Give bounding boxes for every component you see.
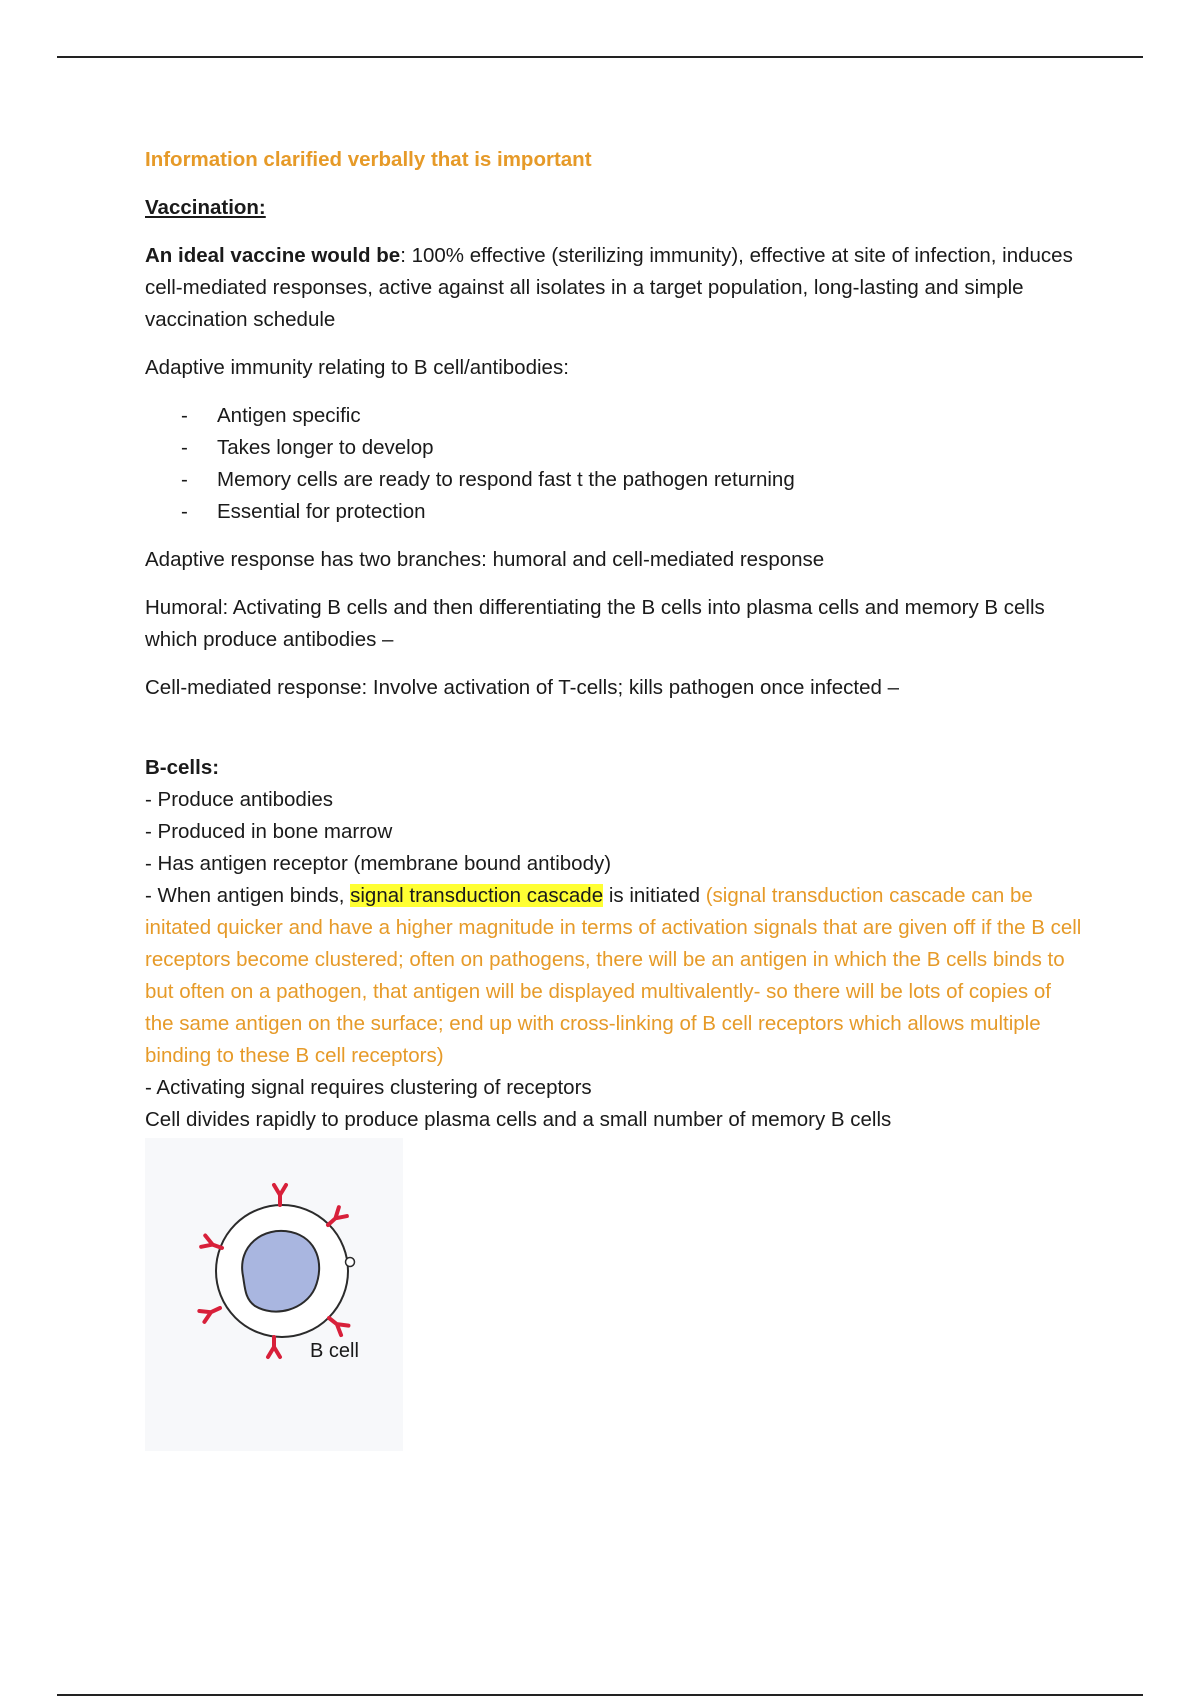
line-suffix: is initiated [603, 884, 706, 907]
receptor-icon [274, 1185, 286, 1205]
ideal-vaccine-label: An ideal vaccine would be [145, 244, 401, 267]
list-item: - Takes longer to develop [181, 432, 1085, 464]
receptor-icon [325, 1313, 348, 1335]
spacer [145, 720, 1085, 752]
b-cell-figure [145, 1138, 403, 1451]
cell-mediated-paragraph: Cell-mediated response: Involve activation of T-cells; kills pathogen once infected – [145, 676, 899, 699]
branches-paragraph: Adaptive response has two branches: humoral and cell-mediated response [145, 548, 825, 571]
list-item: - Memory cells are ready to respond fast t the pathogen returning [181, 464, 1085, 496]
cascade-note: (signal transduction cascade can be initated quicker and have a higher magnitude in terms of activation signals that are given off if the B cell receptors become clustered; often on pathogens, there will be an antigen in which the B cells binds to but often on a pathogen, that antigen will be displayed multivalently- so there will be lots of copies of the same antigen on the surface; end up with cross-linking of B cell receptors which allows multiple binding to these B cell receptors) [145, 884, 1082, 1067]
vaccination-title: Vaccination: [145, 196, 266, 219]
adaptive-intro: Adaptive immunity relating to B cell/antibodies: [145, 356, 569, 379]
line-prefix: - When antigen binds, [145, 884, 351, 907]
highlighted-term: signal transduction cascade [350, 884, 604, 907]
figure-label: B cell [310, 1340, 359, 1362]
list-item: - Antigen specific [181, 400, 1085, 432]
ideal-vaccine-paragraph [145, 240, 1085, 336]
bcells-title: B-cells: [145, 756, 220, 779]
humoral-paragraph: Humoral: Activating B cells and then differentiating the B cells into plasma cells and memory B cells which produce antibodies – [145, 596, 1045, 651]
adaptive-list [145, 400, 1085, 528]
receptor-icon [199, 1303, 222, 1322]
document-body [145, 144, 1085, 1136]
receptor-icon [324, 1207, 347, 1229]
list-item: - Essential for protection [181, 496, 1085, 528]
bcells-line: Cell divides rapidly to produce plasma cells and a small number of memory B cells [145, 1108, 892, 1131]
small-granule [346, 1258, 355, 1267]
note-heading: Information clarified verbally that is important [145, 148, 592, 171]
ideal-vaccine-text: : 100% effective (sterilizing immunity), effective at site of infection, induces cell-mediated responses, active against all isolates in a target population, long-lasting and simple vaccination schedule [145, 244, 1073, 331]
bcells-line: - Produce antibodies [145, 788, 334, 811]
bottom-rule [57, 1694, 1143, 1696]
cell-nucleus [242, 1231, 319, 1312]
receptor-icon [268, 1337, 280, 1357]
top-rule [57, 56, 1143, 58]
bcells-line: - Has antigen receptor (membrane bound antibody) [145, 852, 612, 875]
bcells-section [145, 752, 1085, 1136]
bcells-line-antigen-binds [145, 880, 1085, 1072]
bcells-line: - Activating signal requires clustering of receptors [145, 1076, 592, 1099]
b-cell-diagram [145, 1138, 403, 1451]
bcells-line: - Produced in bone marrow [145, 820, 393, 843]
